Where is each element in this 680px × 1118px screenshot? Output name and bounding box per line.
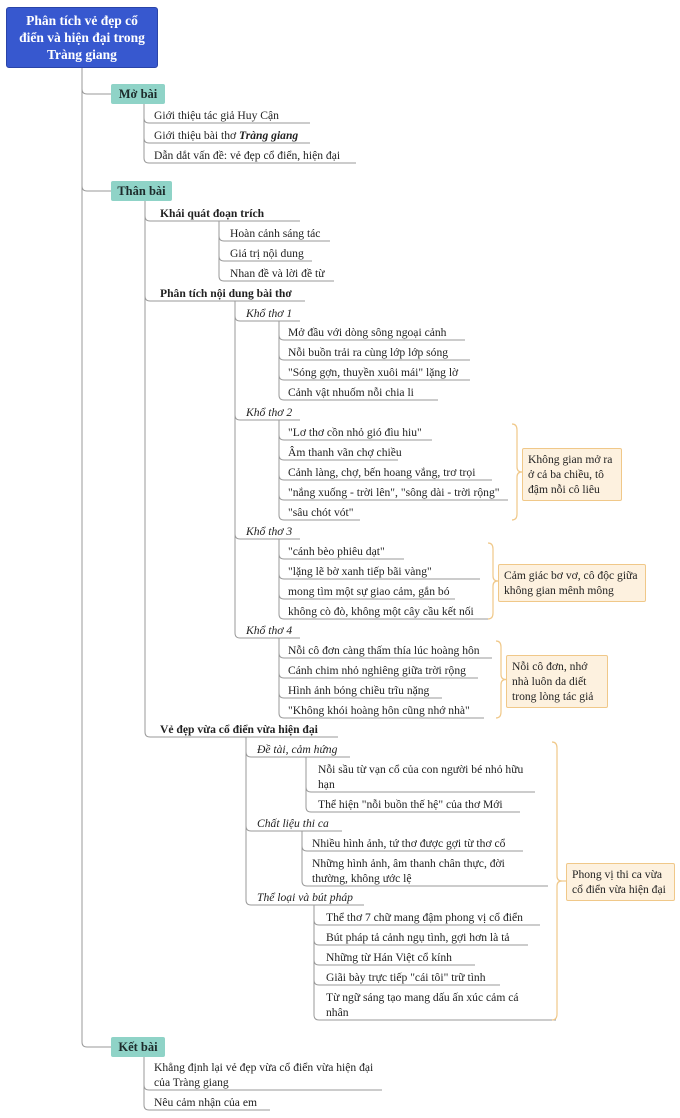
root-underline [82, 1042, 111, 1047]
mo-bai-item-2[interactable] [154, 128, 298, 143]
chat-lieu-item-2[interactable]: Những hình ảnh, âm thanh chân thực, đời thường, không ước lệ [312, 857, 505, 885]
kho-4-item-3[interactable]: Hình ảnh bóng chiều trĩu nặng [288, 684, 430, 697]
the-loai-item-4[interactable]: Giãi bày trực tiếp "cái tôi" trữ tình [326, 971, 486, 984]
the-loai-item-1[interactable]: Thể thơ 7 chữ mang đậm phong vị cổ điển [326, 911, 523, 924]
root-title: Phân tích vẻ đẹp cổ điển và hiện đại trong Tràng giang [19, 13, 145, 62]
section-mo-bai[interactable] [111, 84, 165, 104]
kho-2-item-3[interactable]: Cảnh làng, chợ, bến hoang vắng, trơ trọi [288, 466, 476, 479]
kho-2-item-5[interactable]: "sâu chót vót" [288, 506, 354, 519]
khai-quat-item-2[interactable]: Giá trị nội dung [230, 247, 304, 260]
chat-lieu-item-1[interactable]: Nhiều hình ảnh, tứ thơ được gợi từ thơ cổ [312, 837, 506, 850]
kho-4-bracket [496, 641, 506, 718]
kho-3-item-1[interactable]: "cánh bèo phiêu dạt" [288, 545, 385, 558]
kho-2-note[interactable]: Không gian mở ra ở cả ba chiều, tô đậm nỗi cô liêu [522, 448, 622, 501]
root-underline [82, 186, 111, 191]
kho-3-bracket [488, 543, 498, 619]
kho-1-item-4[interactable]: Cảnh vật nhuốm nỗi chia li [288, 386, 414, 399]
the-loai-item-3[interactable]: Những từ Hán Việt cổ kính [326, 951, 452, 964]
ve-dep-bracket [552, 742, 562, 1020]
kho-3-item-2[interactable]: "lặng lẽ bờ xanh tiếp bãi vàng" [288, 565, 432, 578]
khai-quat-item-1[interactable]: Hoàn cảnh sáng tác [230, 227, 321, 240]
kho-4-item-4[interactable]: "Không khói hoàng hôn cũng nhớ nhà" [288, 704, 470, 717]
chat-lieu-label[interactable]: Chất liệu thi ca [257, 817, 329, 830]
kho-3-item-3[interactable]: mong tìm một sự giao cảm, gắn bó [288, 585, 450, 598]
the-loai-label[interactable]: Thể loại và bút pháp [257, 891, 353, 904]
section-than-bai[interactable] [111, 181, 172, 201]
mo-bai-item-3[interactable]: Dẫn dắt vấn đề: vẻ đẹp cổ điển, hiện đại [154, 149, 341, 162]
de-tai-item-1[interactable]: Nỗi sầu từ vạn cổ của con người bé nhỏ hữu hạn [318, 763, 524, 791]
kho-2-item-4[interactable]: "nắng xuống - trời lên", "sông dài - trời rộng" [288, 486, 500, 499]
the-loai-item-5[interactable]: Từ ngữ sáng tạo mang dấu ấn xúc cảm cá nhân [326, 991, 519, 1019]
mo-bai-item-1[interactable]: Giới thiệu tác giả Huy Cận [154, 109, 279, 122]
root-underline [82, 89, 111, 94]
root-topic[interactable] [6, 7, 158, 68]
kho-1-item-2[interactable]: Nỗi buồn trải ra cùng lớp lớp sóng [288, 346, 449, 359]
section-label: Thân bài [117, 184, 166, 198]
kho-3-note[interactable]: Cảm giác bơ vơ, cô độc giữa không gian mênh mông [498, 564, 646, 602]
section-label: Kết bài [118, 1040, 158, 1054]
phan-tich-heading[interactable]: Phân tích nội dung bài thơ [160, 287, 292, 300]
ve-dep-note[interactable]: Phong vị thi ca vừa cổ điển vừa hiện đại [566, 863, 675, 901]
mo-bai-item-2-text: Giới thiệu bài thơ [154, 129, 240, 142]
section-ket-bai[interactable] [111, 1037, 165, 1057]
ket-bai-item-2[interactable]: Nêu cảm nhận của em [154, 1096, 258, 1109]
kho-3-item-4[interactable]: không cò đò, không một cây cầu kết nối [288, 605, 474, 618]
de-tai-label[interactable]: Đề tài, cảm hứng [257, 743, 338, 756]
kho-2-item-2[interactable]: Âm thanh vãn chợ chiều [288, 446, 402, 459]
kho-4-label[interactable]: Khổ thơ 4 [246, 624, 293, 637]
section-label: Mở bài [118, 87, 158, 101]
kho-2-bracket [512, 424, 522, 520]
the-loai-item-2[interactable]: Bút pháp tả cảnh ngụ tình, gợi hơn là tả [326, 931, 510, 944]
kho-2-item-1[interactable]: "Lơ thơ cồn nhỏ gió đìu hiu" [288, 426, 422, 439]
kho-1-item-1[interactable]: Mở đầu với dòng sông ngoại cảnh [288, 326, 447, 339]
kho-2-label[interactable]: Khổ thơ 2 [246, 406, 293, 419]
kho-4-item-2[interactable]: Cánh chim nhỏ nghiêng giữa trời rộng [288, 664, 466, 677]
ket-bai-item-1[interactable]: Khẳng định lại vẻ đẹp vừa cổ điển vừa hiện đại của Tràng giang [154, 1061, 374, 1089]
ve-dep-heading[interactable]: Vẻ đẹp vừa cổ điển vừa hiện đại [160, 723, 318, 736]
kho-3-label[interactable]: Khổ thơ 3 [246, 525, 293, 538]
de-tai-item-2[interactable]: Thể hiện "nỗi buồn thế hệ" của thơ Mới [318, 798, 503, 811]
khai-quat-heading[interactable]: Khái quát đoạn trích [160, 207, 265, 220]
kho-1-label[interactable]: Khổ thơ 1 [246, 307, 293, 320]
khai-quat-item-3[interactable]: Nhan đề và lời đề từ [230, 267, 325, 280]
poem-name: Tràng giang [239, 129, 299, 142]
kho-1-item-3[interactable]: "Sóng gợn, thuyền xuôi mái" lặng lờ [288, 366, 459, 379]
kho-4-item-1[interactable]: Nỗi cô đơn càng thấm thía lúc hoàng hôn [288, 644, 480, 657]
kho-4-note[interactable]: Nỗi cô đơn, nhớ nhà luôn da diết trong lòng tác giả [506, 655, 608, 708]
